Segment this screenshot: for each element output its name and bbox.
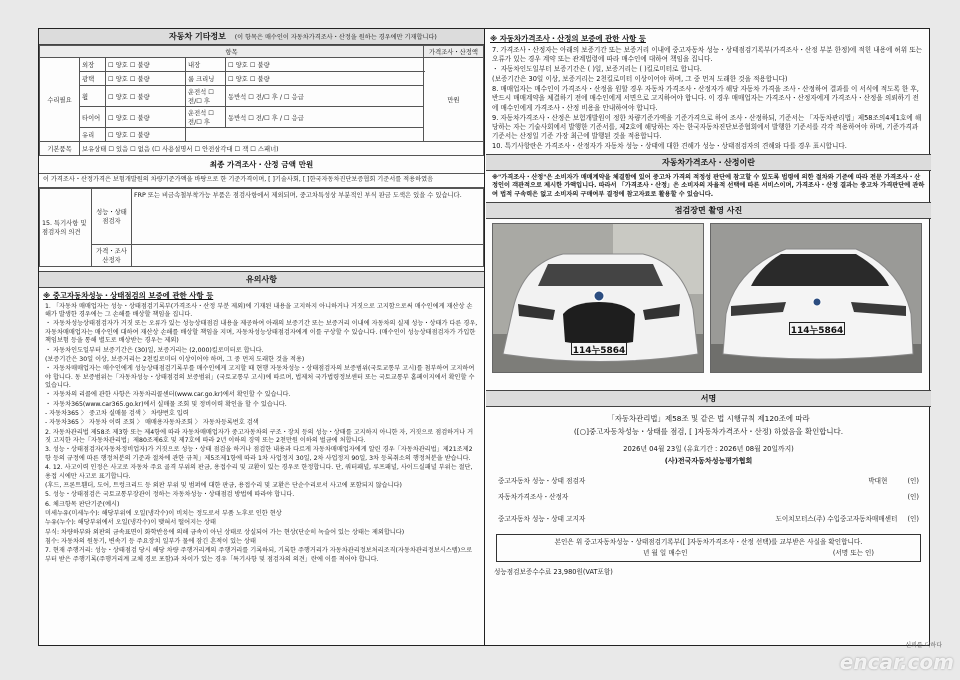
receipt-sign: (서명 또는 인)	[832, 549, 874, 558]
row-interior: 내장	[186, 58, 226, 72]
inspector-name: 박대현	[868, 477, 888, 486]
wheel-driver: 운전석 ☐ 전/☐ 후	[186, 86, 226, 107]
col-item-header: 항목	[40, 46, 424, 58]
photo-area	[486, 219, 931, 391]
appraiser-seal: (인)	[907, 493, 919, 502]
gloss-options: ☐ 양호 ☐ 불량	[106, 72, 186, 86]
notifier-label: 중고자동차 성능・상태 고지자	[498, 515, 586, 524]
notice-item: 5. 성능・상태점검은 국토교통부장관이 정하는 자동차성능・상태점검 방법에 따라야 합니다.	[45, 491, 295, 499]
notice-heading: ※ 중고자동차성능・상태점검의 보증에 관한 사항 등	[43, 290, 214, 300]
notice-item: ・ 자동차365(www.car365.go.kr)에서 실매물 조회 및 정비이력 확인을 할 수 있습니다.	[45, 400, 287, 408]
notice-item: 6. 체크항목 판단기준(예시)	[45, 500, 120, 508]
special-appraiser-label: 가격・조사 산정자	[92, 244, 132, 266]
other-info-table	[39, 45, 484, 156]
notice-item: 미세누유(미세누수): 해당부위에 오일(냉각수)이 비치는 정도로서 부품 노후로 인한 현상	[45, 509, 282, 517]
corner-note: 신뢰를 더하다	[905, 642, 942, 649]
notice-list	[39, 303, 484, 564]
notice-item: ・ 자동차의 리콜에 관한 사항은 자동차리콜센터(www.car.go.kr)에서 확인할 수 있습니다.	[45, 391, 291, 399]
sign-text-1: 「자동차관리법」제58조 및 같은 법 시행규칙 제120조에 따라	[607, 414, 810, 424]
photo-bar: 점검장면 촬영 사진	[486, 203, 931, 219]
appraiser-row	[486, 488, 931, 504]
receipt-box	[496, 534, 921, 562]
wheel-options: ☐ 양호 ☐ 불량	[106, 86, 186, 107]
warranty-item: ・ 자동차인도일부터 보증기간은 ( )일, 보증거리는 ( )킬로미터로 합니다.	[492, 65, 702, 74]
wheel-passenger: 동반석 ☐ 전/☐ 후 / ☐ 응급	[226, 86, 424, 107]
notifier-row	[486, 510, 931, 526]
other-info-header	[39, 29, 484, 45]
warranty-item: 10. 특기사항란은 가격조사・산정자가 자동차 성능・상태에 대한 견해가 성능・상태점검자의 견해와 다를 경우 표시합니다.	[492, 141, 847, 150]
notice-item: ・ 자동차매매업자는 매수인에게 성능상태점검기록부를 매수인에게 고지할 때 현행 자동차성능・상태점검자의 보증범위(국토교통부 고시)를 첨부하여 고지하여야 합니다. 동 보증범위는「자동차성능・상태점검의 보증범위」(국토교통부 고시)에 따르며, 법제처 국가법령정보센터 또는 국토교통부 홈페이지에서 확인할 수 있습니다.	[45, 365, 475, 389]
special-inspector-label: 성능・상태 점검자	[92, 188, 132, 244]
warranty-item: 8. 매매업자는 매수인이 가격조사・산정을 원할 경우 자동차 가격조사・산정자가 해당 자동차 가격을 조사・산정하여 결과를 이 서식에 적도록 한 후, 반드시 매매계약을 체결하기 전에 매수인에게 서면으로 고지하여야 합니다. 이 경우 매매업자는 가격조사・산정자에게 가격조사・산정을 의뢰하기 전에 매수인에게 가격조사・산정 비용을 안내하여야 합니다.	[492, 85, 919, 112]
room-clean-options: ☐ 양호 ☐ 불량	[226, 72, 424, 86]
row-gloss: 광택	[80, 72, 106, 86]
repair-label: 수리필요	[40, 58, 80, 142]
special-label: 15. 특기사항 및 점검자의 의견	[40, 188, 92, 266]
sign-bar: 서명	[486, 391, 931, 407]
encar-watermark: encar.com	[839, 650, 954, 674]
right-column	[486, 29, 931, 645]
notice-item: 1. 「자동차 매매업자는 성능・상태점검기록부(가격조사・산정 부분 제외)에 기재된 내용을 고지하지 아니하거나 거짓으로 고지함으로써 매수인에게 재산상 손해가 발생한 경우에는 그 손해를 배상할 책임을 집니다.	[45, 302, 473, 319]
final-price: 최종 가격조사・산정 금액 만원	[39, 156, 484, 174]
inspector-seal: (인)	[907, 477, 919, 486]
tire-options: ☐ 양호 ☐ 불량	[106, 107, 186, 128]
front-car-photo	[492, 223, 704, 373]
row-wheel: 휠	[80, 86, 106, 107]
other-info-note: (이 항목은 매수인이 자동차가격조사・산정을 원하는 경우에만 기재합니다)	[234, 34, 437, 41]
inspection-sheet	[38, 28, 930, 646]
price-info-bar: 자동차가격조사・산정이란	[486, 154, 931, 171]
sign-org: (사)전국자동차성능평가협회	[664, 457, 753, 466]
notice-item: 7. 현재 주행거리: 성능・상태점검 당시 해당 차량 주행거리계의 주행거리를 기록하되, 기록한 주행거리가 자동차관리정보처리조직(자동차관리정보시스템)으로부터 받은 주행기록(주행거리계 교체 경로 포함)과 차이가 있는 경우「특기사항 및 점검자의 의견」란에 이를 적어야 합니다.	[45, 547, 473, 563]
notice-item: 4. 12. 사고이력 인정은 사고로 자동차 주요 골격 부위의 판금, 용접수리 및 교환이 있는 경우로 한정합니다. 단, 쿼터패널, 루프패널, 사이드실패널 부위는 절단, 용접 시에만 사고로 표기합니다.	[45, 464, 473, 480]
row-exterior: 외장	[80, 58, 106, 72]
basic-items: 보유상태 ☐ 있음 ☐ 없음 (☐ 사용설명서 ☐ 안전삼각대 ☐ 잭 ☐ 스패너)	[80, 142, 484, 156]
rear-plate: 114누5864	[789, 322, 845, 335]
notice-item: 침수: 자동차의 원동기, 변속기 등 주요장치 일부가 물에 잠긴 흔적이 있는 상태	[45, 538, 256, 546]
notifier-seal: (인)	[907, 515, 919, 524]
notice-item: 누유(누수): 해당부위에서 오일(냉각수)이 맺혀서 떨어지는 상태	[45, 519, 217, 527]
notice-item: 부식: 차량하부와 외판의 금속표면이 화학반응에 의해 금속이 아닌 상태로 상실되어 가는 현상(단순히 녹슬어 있는 상태는 제외합니다)	[45, 528, 405, 536]
warranty-heading: ※ 자동차가격조사・산정의 보증에 관한 사항 등	[490, 34, 646, 43]
warranty-item: 7. 가격조사・산정자는 아래의 보증기간 또는 보증거리 이내에 중고자동차 성능・상태점검기록부(가격조사・산정 부분 한정)에 적힌 내용에 허위 또는 오류가 있는 경우 계약 또는 관계법령에 따라 매수인에 대하여 책임을 집니다.	[492, 46, 922, 64]
notice-item: - 자동차365 〉 중고차 실매물 검색 〉 차량번호 입력	[45, 410, 189, 418]
price-unit: 만원	[424, 58, 484, 142]
notice-item: ・ 자동차성능상태점검자가 거짓 또는 오류가 있는 성능상태점검 내용을 제공하여 아래의 보증기간 또는 보증거리 이내에 자동차의 실제 성능・상태가 다른 경우, 자동차매매업자는 매수인에 대하여 재산상 손해를 배상할 책임을 지며, 자동차성능상태점검자에게 이를 구상할 수 있습니다. (매수인이 성능상태점검자가 가입한 책임보험 등을 통해 별도로 배상받는 경우는 제외)	[45, 320, 478, 345]
appraiser-label: 자동차가격조사・산정자	[498, 493, 569, 502]
basic-label: 기본품목	[40, 142, 80, 156]
sign-section	[486, 407, 931, 583]
exterior-options: ☐ 양호 ☐ 불량	[106, 58, 186, 72]
price-note: 이 가격조사・산정가격은 보험개발원의 차량기준가액을 바탕으로 한 기준가격이며, [ ]기술사회, [ ]한국자동차진단보증협회 기준서를 적용하였음	[39, 174, 484, 187]
glass-options: ☐ 양호 ☐ 불량	[106, 128, 186, 142]
other-info-title: 자동차 기타정보	[169, 32, 226, 41]
sign-date: 2026년 04월 23일 (유효기간 : 2026년 08월 20일까지)	[623, 445, 794, 454]
rear-car-image	[711, 224, 922, 373]
notice-item: 3. 성능・상태점검자(자동차정비업자)가 거짓으로 성능・상태 점검을 하거나 점검한 내용과 다르게 자동차매매업자에게 알린 경우「자동차관리법」제21조제2항 등의 규정에 따른 행정처분의 기준과 절차에 관한 규칙」제5조제1항에 따라 1차 사업정지 30일, 2차 사업정지 90일, 3차 등록취소의 행정처분을 받습니다.	[45, 446, 473, 462]
notice-item: (보증기간은 30일 이상, 보증거리는 2천킬로미터 이상이어야 하며, 그 중 먼저 도래한 것을 적용)	[45, 355, 305, 363]
row-glass: 유리	[80, 128, 106, 142]
special-inspector-text: FRP 또는 비금속철부착가능 부품은 점검사항에서 제외되며, 중고차특성상 부분적인 부식 판금 도색은 있을 수 있습니다.	[132, 188, 484, 244]
notice-bar: 유의사항	[39, 271, 484, 288]
price-info-note: ※"가격조사・산정"은 소비자가 매매계약을 체결함에 있어 중고차 가격의 적정성 판단에 참고할 수 있도록 법령에 의한 절차와 기준에 따라 전문 가격조사・산정인이 객관적으로 제시한 가액입니다. 따라서 「가격조사・산정」은 소비자의 자율적 선택에 따른 서비스이며, 가격조사・산정 결과는 중고차 가격판단에 관하여 법적 구속력은 없고 소비자의 구매여부 결정에 참고자료로 활용할 수 있습니다.	[486, 171, 931, 203]
row-room-clean: 룸 크리닝	[186, 72, 226, 86]
special-notes-table	[39, 188, 484, 267]
row-tire: 타이어	[80, 107, 106, 128]
receipt-date: 년 월 일 매수인	[643, 549, 688, 558]
tire-passenger: 동반석 ☐ 전/☐ 후 / ☐ 응급	[226, 107, 424, 128]
left-column	[39, 29, 485, 645]
interior-options: ☐ 양호 ☐ 불량	[226, 58, 424, 72]
inspector-label: 중고자동차 성능・상태 점검자	[498, 477, 586, 486]
tire-driver: 운전석 ☐ 전/☐ 후	[186, 107, 226, 128]
inspector-row	[486, 472, 931, 488]
warranty-item: (보증기간은 30일 이상, 보증거리는 2천킬로미터 이상이어야 하며, 그 중 먼저 도래한 것을 적용합니다)	[492, 75, 788, 84]
sign-text-2: ([○]중고자동차성능・상태를 점검, [ ]자동차가격조사・산정) 하였음을 확인합니다.	[573, 427, 844, 437]
col-price-header: 가격조사・산정액	[424, 46, 484, 58]
warranty-list	[486, 46, 931, 151]
warranty-item: 9. 자동차가격조사・산정은 보험개발원이 정한 차량기준가액을 기준가격으로 하여 조사・산정하되, 기준서는 「자동차관리법」제58조의4제1호에 해당하는 자는 기술사회에서 발행한 기준서를, 제2호에 해당하는 자는 한국자동차진단보증협회에서 발행한 기준서를 각각 적용하여야 하며, 기준가격과 기준서는 산정일 기준 가장 최근에 발행된 것을 적용합니다.	[492, 113, 922, 140]
receipt-text: 본인은 위 중고자동차성능・상태점검기록부([ ]자동차가격조사・산정 선택)를 교부받은 사실을 확인합니다.	[554, 538, 863, 547]
notice-item: ・ 자동차인도일부터 보증기간은 (30)일, 보증거리는 (2,000)킬로미터로 합니다.	[45, 346, 264, 354]
notice-item: 2. 자동차관리법 제58조 제3항 또는 제4항에 따라 자동차매매업자가 중고자동차의 구조・장치 등의 성능・상태를 고지하지 아니한 자, 거짓으로 점검하거나 거짓 고지한 자는「자동차관리법」제80조제6호 및 제7호에 따라 2년 이하의 징역 또는 2천만원 이하의 벌금에 처합니다.	[45, 428, 474, 445]
fee-text: 성능점검보증수수료 23,980원(VAT포함)	[494, 568, 613, 577]
front-plate: 114누5864	[571, 342, 627, 355]
rear-car-photo	[710, 223, 922, 373]
notice-item: (후드, 프론트휀더, 도어, 트렁크리드 등 외판 부위 및 범퍼에 대한 판금, 용접수리 및 교환은 단순수리로서 사고에 포함되지 않습니다)	[45, 481, 402, 489]
notifier-name: 도이치모터스(주) 수입중고자동차매매센터	[775, 515, 898, 524]
notice-item: - 자동차365 〉 자동차 이력 조회 〉 매매용자동차조회 〉 자동차등록번호 검색	[45, 419, 259, 427]
